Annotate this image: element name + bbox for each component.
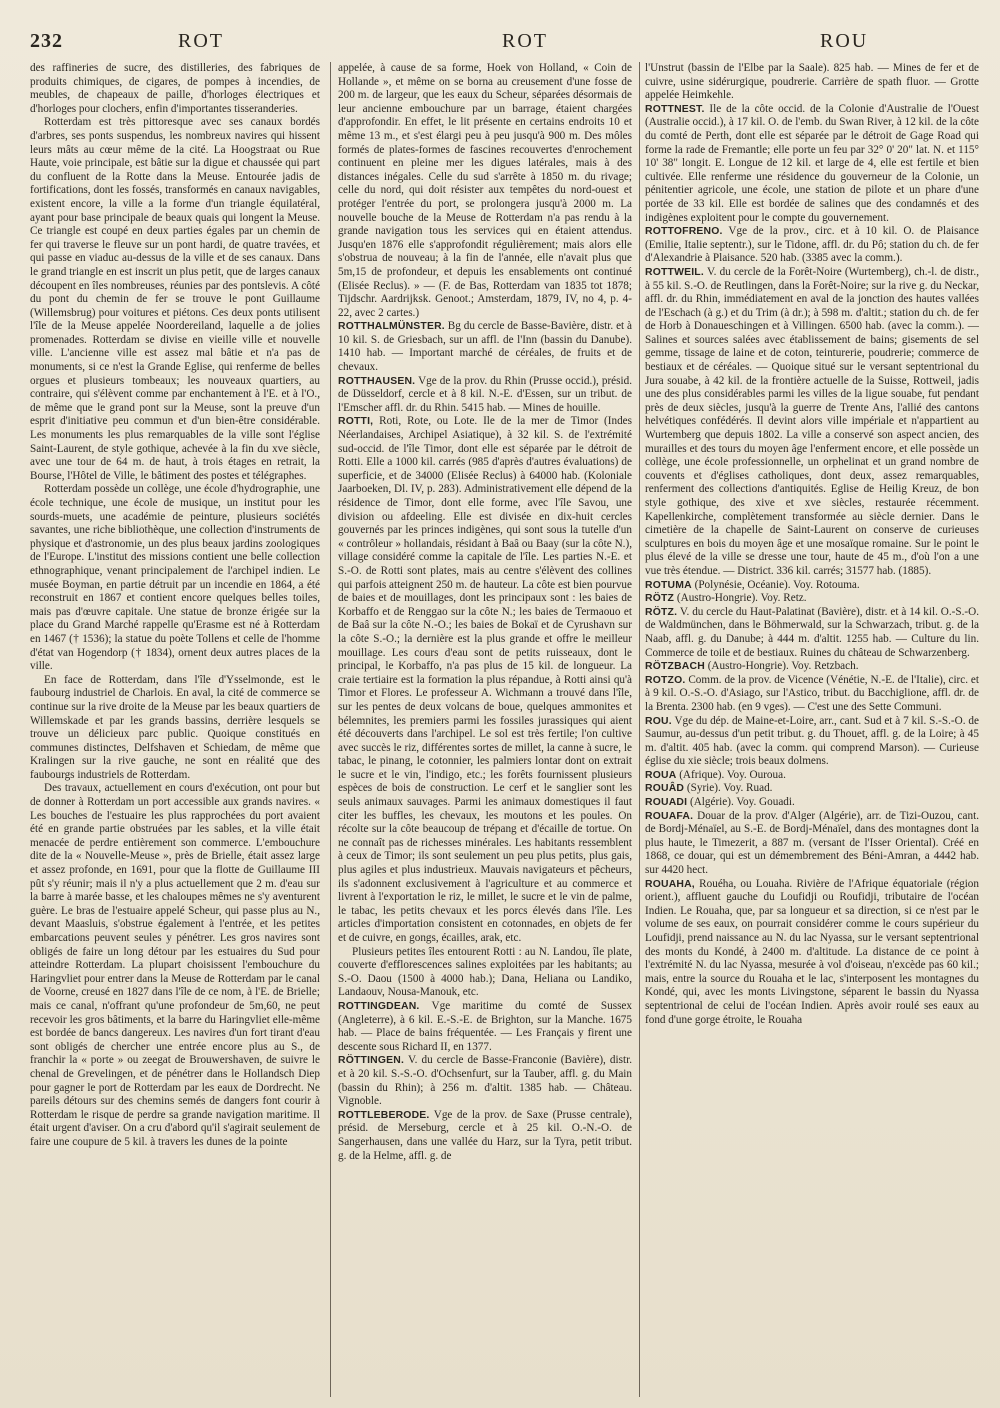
entry-rotuma: ROTUMA (Polynésie, Océanie). Voy. Rotouma. <box>645 578 860 591</box>
entry-rottofreno: ROTTOFRENO. Vge de la prov., circ. et à 10 kil. O. de Plaisance (Emilie, Italie septentr.), sur le Tidone, affl. dr. du Pô; station du ch. de fer d'Alexandrie à Plaisance. 520 hab. (3385 avec la comm.). <box>645 225 979 265</box>
entry-headword: ROUADI <box>645 797 688 809</box>
left-headword: ROT <box>178 30 224 52</box>
middle-column <box>338 62 632 1392</box>
entry-rou: ROU. Vge du dép. de Maine-et-Loire, arr., cant. Sud et à 7 kil. S.-S.-O. de Saumur, au-dessus d'un petit tribut. g. du Thouet, affl. g. de la Loire; à 45 m. d'altit. 405 hab. (avec la comm. qui comprend Marson). — Curieuse église du xie siècle; trois beaux dolmens. <box>645 714 979 768</box>
paragraph: appelée, à cause de sa forme, Hoek von Holland, « Coin de Hollande », et même on se borna au creusement d'une fosse de 200 m. de largeur, que les eaux du Scheur, séparées désormais de leur ancienne embouchure par un barrage, étaient chargées d'approfondir. En effet, le lit présente en certains endroits 10 et même 13 m., et s'est élargi peu à peu jusqu'à 900 m. Des môles formés de plates-formes de fascines recouvertes d'enrochement continuent en pleine mer les digues latérales, mais à des distances inégales. Celle du sud s'arrête à 1850 m. du rivage; celle du nord, qui doit résister aux tempêtes du nord-ouest et protéger l'entrée du port, se prolongera jusqu'à 2000 m. La nouvelle bouche de la Meuse de Rotterdam n'a pas rendu à la grande navigation tous les services qui en étaient attendus. Jusqu'en 1876 elle s'approfondit régulièrement; mais alors elle s'obstrua de nouveau; à la fin de l'année, elle n'avait plus que 5m,15 de profondeur, et depuis les ensablements ont continué (Elisée Reclus). » — (F. de Bas, Rotterdam van 1835 tot 1878; Tijdschr. Aardrijksk. Genoot.; Amsterdam, 1879, IV, no 4, p. 4-22, avec 2 cartes.) <box>338 62 632 319</box>
left-column <box>30 62 320 1392</box>
entry-headword: ROUAFA. <box>645 810 694 822</box>
entry-headword: RÖTZ. <box>645 606 678 618</box>
paragraph: Des travaux, actuellement en cours d'exécution, ont pour but de donner à Rotterdam un port accessible aux grands navires. « Les bouches de l'estuaire les plus rapprochées du port avaient été en grande partie obstruées par les sables, et la ville était menacée de perdre entièrement son commerce. L'embouchure dite de la « Nouvelle-Meuse », près de Brielle, était assez large et assez profonde, en 1691, pour que la flotte de Guillaume III pût s'y réunir; mais il n'y a plus actuellement que 2 m. d'eau sur la barre à marée basse, et les chaloupes mêmes ne s'y aventurent guère. Le bras de l'estuaire appelé Scheur, qui passe plus au N., devant Maasluis, s'obstrue également à l'entrée, et les petites embarcations peuvent seules y pénétrer. Les gros navires sont obligés de faire un long détour par les estuaires du Sud pour atteindre Rotterdam. La plupart choisissent l'embouchure du Haringvliet pour entrer dans la Meuse de Rotterdam par le canal de Voorne, creusé en 1827 dans l'île de ce nom, à l'E. de Brielle; mais ce canal, n'offrant qu'une profondeur de 5m,60, ne peut recevoir les gros bâtiments, et la barre du Haringvliet elle-même est bordée de bancs dangereux. Les navires d'un fort tirant d'eau sont obligés de chercher une entrée encore plus au S., de franchir la « porte » ou zeegat de Brouwershaven, de suivre le chenal de Grevelingen, et de pénétrer dans le Hollandsch Diep pour gagner le port de Rotterdam par les eaux de Dordrecht. Ne pareils détours sur des chemins semés de dangers font courir à Rotterdam le risque de perdre sa grande navigation maritime. Il était urgent d'aviser. On a cru d'abord qu'il s'agirait seulement de faire une coupure de 5 kil. à travers les dunes de la pointe <box>30 782 320 1148</box>
entry-headword: ROTTWEIL. <box>645 266 704 278</box>
entry-headword: RÖTZBACH <box>645 661 705 673</box>
paragraph: Rotterdam est très pittoresque avec ses canaux bordés d'arbres, ses ponts suspendus, les nombreux navires qui hissent leurs mâts au cœur même de la cité. La Hoogstraat ou Rue Haute, voie principale, est bâtie sur la digue et chaussée qui part du confluent de la Rotte dans la Meuse. Entourée jadis de fortifications, dont les fossés, transformés en canaux navigables, existent encore, la ville a la forme d'un triangle équilatéral, ayant pour base principale de beaux quais qui longent la Meuse. Ce triangle est coupé en deux parties égales par un chemin de fer qui traverse le fleuve sur un pont hardi, de quatre travées, et qui passe en viaduc au-dessus de la ville et de ses canaux. Dans le grand triangle en est inscrit un plus petit, que de larges canaux découpent en îles nombreuses, réunies par des pontslevis. A côté du pont du chemin de fer se trouve le pont Guillaume (Willemsbrug) pour voitures et piétons. Ces deux ponts utilisent l'île de la Meuse appelée Noordereiland, laquelle a de jolies promenades. Rotterdam se divise en vieille ville et nouvelle ville. L'ancienne ville est assez mal bâtie et n'a pas de monuments, si ce n'est la Grande Eglise, qui renferme de belles orgues et plusieurs tombeaux; les nouveaux quartiers, au contraire, qui s'élèvent comme par enchantement à l'E. et à l'O., de même que le grand pont sur la Meuse, sont la preuve d'un esprit d'initiative peu commun et d'un bien-être considérable. Les monuments les plus remarquables de la ville sont l'église Saint-Laurent, de style gothique, achevée à la fin du xve siècle, avec une tour de 64 m. de haut, à trois étages en retrait, la Bourse, l'Hôtel de Ville, le bâtiment des postes et télégraphes. <box>30 116 320 482</box>
page-number: 232 <box>30 30 63 52</box>
entry-rottweil: ROTTWEIL. V. du cercle de la Forêt-Noire (Wurtemberg), ch.-l. de distr., à 55 kil. S.-O. de Reutlingen, dans la Forêt-Noire; sur la rive g. du Neckar, affl. dr. du Rhin, immédiatement en aval de la jonction des hautes vallées de l'Eschach (à g.) et du Trim (à dr.); à 598 m. d'altit.; station du ch. de fer de Horb à Donaueschingen et à Villingen. 6500 hab. (avec la comm.). — Salines et sources salées avec établissement de bains; gisements de sel gemme, tissage de laine et de coton, teinturerie, poudrerie; commerce de bestiaux et de céréales. — Quoique situé sur le versant septentrional du Jura souabe, à 42 kil. de la frontière actuelle de la Suisse, Rottweil, jadis une des plus considérables parmi les villes de la ligue souabe, fut pendant près de deux siècles, jusqu'à la guerre de Trente Ans, l'allié des cantons helvétiques confédérés. Il devint alors ville impériale et n'appartient au Wurtemberg que depuis 1802. La ville a conservé son aspect ancien, des murailles et des tours du moyen âge l'enferment encore, et elle possède un collège, une école professionnelle, un orphelinat et un grand nombre de couvents et d'églises catholiques, dont deux, assez remarquables, renferment des collections d'antiquités. Eglise de Heilig Kreuz, de bon style gothique, des xive et xve siècles, restaurée récemment. Kapellenkirche, complètement transformée au siècle dernier. Dans le cimetière de la chapelle de Saint-Laurent on conserve de curieuses sculptures en bois du moyen âge et une mosaïque romaine. Sur le point le plus élevé de la ville se dresse une tour, haute de 45 m., d'où l'on a une vue très étendue. — District. 336 kil. carrés; 31577 hab. (1885). <box>645 265 979 577</box>
entry-rouafa: ROUAFA. Douar de la prov. d'Alger (Algérie), arr. de Tizi-Ouzou, cant. de Bordj-Ménaïel, au S.-E. de Bordj-Ménaïel, dans des montagnes dont la plus haute, le Timezerit, a 887 m. (versant de l'Isser Oriental). Créé en 1868, ce douar, qui est un démembrement des Béni-Amran, a 4442 hab. sur 4420 hect. <box>645 809 979 877</box>
entry-rottleberode: ROTTLEBERODE. Vge de la prov. de Saxe (Prusse centrale), présid. de Merseburg, cercle et à 25 kil. O.-N.-O. de Sangerhausen, dans une vallée du Harz, sur la Tyra, petit tribut. g. de la Helme, affl. g. de <box>338 1108 632 1162</box>
paragraph: Rotterdam possède un collège, une école d'hydrographie, une école technique, une école de musique, un institut pour les sourds-muets, une académie de peinture, plusieurs sociétés savantes, une riche bibliothèque, une collection d'instruments de physique et d'astronomie, un des plus beaux jardins zoologiques de l'Europe. L'institut des missions contient une belle collection ethnographique, venant principalement de l'archipel indien. Le musée Boyman, en partie détruit par un incendie en 1864, a été reconstruit en 1867 et contient encore quelques belles toiles, mais pas d'œuvre capitale. Une statue de bronze érigée sur la place du Grand Marché rappelle qu'Erasme est né à Rotterdam en 1467 († 1536); la statue du poète Tollens et celle de l'homme d'état van Hogendorp († 1834), ornent deux autres places de la ville. <box>30 483 320 673</box>
entry-headword: ROTTI, <box>338 416 374 428</box>
right-headword: ROU <box>820 30 869 52</box>
entry-headword: ROTUMA <box>645 579 692 591</box>
entry-rottnest: ROTTNEST. Ile de la côte occid. de la Colonie d'Australie de l'Ouest (Australie occid.), à 17 kil. O. de l'emb. du Swan River, à 12 kil. de la côte du comté de Perth, dont elle est séparée par le détroit de Gage Road qui forme la rade de Fremantle; elle porte un feu par 32° 0' 20" lat. N. et 115° 10' 38" longit. E. Longue de 12 kil. et large de 4, elle est fertile et bien cultivée. Elle renferme une résidence du gouverneur de la Colonie, un pénitentier agricole, une école, une station de pilote et un phare d'une portée de 33 kil. Elle est bordée de salines que des condamnés et des indigènes exploitent pour le compte du gouvernement. <box>645 102 979 224</box>
paragraph: l'Unstrut (bassin de l'Elbe par la Saale). 825 hab. — Mines de fer et de cuivre, usine sidérurgique, poudrerie. Carrière de spath fluor. — Grotte appelée Heimkehle. <box>645 62 979 102</box>
entry-headword: ROTTNEST. <box>645 103 705 115</box>
entry-headword: ROTTINGDEAN. <box>338 1000 420 1012</box>
right-column <box>645 62 979 1392</box>
entry-rotthalmunster: ROTTHALMÜNSTER. Bg du cercle de Basse-Bavière, distr. et à 10 kil. S. de Griesbach, sur un affl. de l'Inn (bassin du Danube). 1410 hab. — Important marché de céréales, de fruits et de chevaux. <box>338 320 632 374</box>
column-divider-2 <box>639 62 640 1397</box>
entry-headword: ROTZO. <box>645 674 686 686</box>
entry-headword: ROTTHAUSEN. <box>338 375 416 387</box>
entry-headword: ROUÂD <box>645 783 685 795</box>
entry-headword: ROU. <box>645 715 672 727</box>
entry-rotz: RÖTZ. V. du cercle du Haut-Palatinat (Bavière), distr. et à 14 kil. O.-S.-O. de Waldmünchen, dans le Böhmerwald, sur la Schwarzach, tribut. g. de la Naab, affl. g. du Danube; à 444 m. d'altit. 1255 hab. — Culture du lin. Commerce de toile et de bestiaux. Ruines du château de Schwarzenberg. <box>645 605 979 659</box>
column-divider-1 <box>330 62 331 1397</box>
paragraph: Plusieurs petites îles entourent Rotti : au N. Landou, île plate, couverte d'efflorescences salines exploitées par les habitants; au S.-O. Daou (1500 à 4000 hab.); Dana, Heliana ou Landiko, Landaouv, Nousa-Manouk, etc. <box>338 945 632 999</box>
entry-headword: RÖTZ <box>645 593 675 605</box>
entry-headword: ROUAHA, <box>645 878 695 890</box>
entry-rottingdean: ROTTINGDEAN. Vge maritime du comté de Sussex (Angleterre), à 6 kil. E.-S.-E. de Brighton, sur la Manche. 1675 hab. — Place de bains fréquentée. — Les Français y firent une descente sous Richard II, en 1377. <box>338 999 632 1053</box>
page-header <box>30 28 985 58</box>
entry-rottingen: RÖTTINGEN. V. du cercle de Basse-Franconie (Bavière), distr. et à 20 kil. S.-S.-O. d'Ochsenfurt, sur la Tauber, affl. g. du Main (bassin du Rhin); à 256 m. d'altit. 1385 hab. — Château. Vignoble. <box>338 1054 632 1108</box>
entry-rouadi: ROUADI (Algérie). Voy. Gouadi. <box>645 796 795 809</box>
entry-headword: ROTTLEBERODE. <box>338 1109 430 1121</box>
entry-rotthausen: ROTTHAUSEN. Vge de la prov. du Rhin (Prusse occid.), présid. de Düsseldorf, cercle et à 8 kil. N.-E. d'Essen, sur un tribut. de l'Emscher affl. dr. du Rhin. 5415 hab. — Mines de houille. <box>338 374 632 414</box>
entry-rotzo: ROTZO. Comm. de la prov. de Vicence (Vénétie, N.-E. de l'Italie), circ. et à 9 kil. O.-S.-O. d'Asiago, sur l'Astico, tribut. du Bacchiglione, affl. dr. de la Brenta. 2300 hab. (en 9 vges). — C'est une des Sette Communi. <box>645 673 979 713</box>
entry-rouad: ROUÂD (Syrie). Voy. Ruad. <box>645 782 773 795</box>
entry-headword: RÖTTINGEN. <box>338 1055 405 1067</box>
entry-rotti: ROTTI, Roti, Rote, ou Lote. Ile de la mer de Timor (Indes Néerlandaises, Archipel Asiatique), à 32 kil. S. de l'extrémité sud-occid. de l'île Timor, dont elle est séparée par le détroit de Rotti. Elle a 1000 kil. carrés (985 d'après d'autres évaluations) de superficie, et de 34000 (Elisée Reclus) à 64000 hab. (Koloniale Jaarboeken, Dl. IV, p. 283). Administrativement elle dépend de la résidence de Timor, dont elle forme, avec l'île Savou, une division ou afdeeling. Elle est divisée en dix-huit cercles gouvernés par les princes indigènes, qui sont sous la tutelle d'un « contrôleur » hollandais, résidant à Baâ ou Baay (sur la côte N.), village considéré comme la capitale de l'île. Les parties N.-E. et S.-O. de Rotti sont plates, mais au centre s'élèvent des collines qui parfois atteignent 250 m. de hauteur. La côte est bien pourvue de baies et de mouillages, dont les principaux sont : les baies de Korbaffo et de Renggao sur la côte N.; les baies de Termaouo et de Baâ sur la côte N.-O.; les baies de Bokaï et de Cyrushavn sur la côte S.-O.; la dernière est la plus grande et offre le meilleur mouillage. Les cours d'eau sont de petits ruisseaux, dont le principal, le Korbaffo, n'a pas plus de 15 kil. de longueur. La craie tertiaire est la formation la plus répandue, à Rotti ainsi qu'à Timor et Flores. Le professeur A. Wichmann a trouvé dans l'île, sur les pentes de deux volcans de boue, quelques ammonites et bélemnites, les premiers parmi les fossiles jurassiques qui aient été découverts dans l'archipel. Le sol est très fertile; l'on cultive avec succès le riz, différentes sortes de millet, la canne à sucre, le tabac, le pinang, le cotonnier, les palmiers lontar dont on extrait le sucre et le vin, l'indigo, etc.; les forêts fournissent plusieurs espèces de bois de construction. Le cerf et le sanglier sont les seuls animaux sauvages. Parmi les animaux domestiques il faut citer les buffles, les chevaux, les moutons et les poules. On récolte sur la côte beaucoup de trépang et d'écaille de tortue. On ne connaît pas de richesses minérales. Les habitants ressemblent à ceux de Timor; ils sont seulement un peu plus petits, plus gais, plus agiles et plus industrieux. Mauvais navigateurs et pêcheurs, ils s'adonnent exclusivement à l'agriculture et au commerce et livrent à l'exportation le riz, le millet, le sucre et le vin de palme, le tabac, les petits chevaux et les porcs élevés dans l'île. Les articles d'importation consistent en cotonnades, en objets de fer et de cuivre, en gongs, écailles, arak, etc. <box>338 415 632 944</box>
middle-headword: ROT <box>502 30 548 52</box>
paragraph: En face de Rotterdam, dans l'île d'Ysselmonde, est le faubourg industriel de Charlois. En aval, la cité de commerce se continue sur la rive droite de la Meuse par les beaux quartiers de Willemskade et par les grands bassins, derrière lesquels se trouve un délicieux parc public. Quoique constitués en communes distinctes, Delfshaven et Schiedam, de même que Kralingen sur la rive gauche, ne sont en réalité que des faubourgs industriels de Rotterdam. <box>30 673 320 781</box>
entry-rotz-austria: RÖTZ (Austro-Hongrie). Voy. Retz. <box>645 592 807 605</box>
entry-headword: ROTTOFRENO. <box>645 226 723 238</box>
paragraph: des raffineries de sucre, des distilleries, des fabriques de produits chimiques, de cigares, de pompes à incendies, de meubles, de chapeaux de paille, d'horloges électriques et d'horloges pour clochers, enfin d'importantes tisseranderies. <box>30 62 320 115</box>
entry-rouaha: ROUAHA, Rouéha, ou Louaha. Rivière de l'Afrique équatoriale (région orient.), affluent gauche du Loufidji ou Roufidji, tributaire de l'océan Indien. Le Rouaha, que, par sa longueur et sa direction, si ce n'est par le volume de ses eaux, on pourrait considérer comme le cours supérieur du Loufidji, prend naissance au N. du lac Nyassa, sur le versant septentrional des monts du Kondé, à 2400 m. d'altitude. La distance de ce point à l'extrémité N. du lac Nyassa, mesurée à vol d'oiseau, n'excède pas 60 kil.; mais, entre la source du Rouaha et le lac, s'interposent les montagnes du Kondé, qui, avec les monts Livingstone, séparent le bassin du Nyassa septentrional de celui de l'océan Indien. Après avoir roulé ses eaux au fond d'une gorge étroite, le Rouaha <box>645 877 979 1026</box>
entry-headword: ROTTHALMÜNSTER. <box>338 321 445 333</box>
entry-headword: ROUA <box>645 769 677 781</box>
entry-roua: ROUA (Afrique). Voy. Ouroua. <box>645 768 786 781</box>
entry-rotzbach: RÖTZBACH (Austro-Hongrie). Voy. Retzbach. <box>645 660 859 673</box>
